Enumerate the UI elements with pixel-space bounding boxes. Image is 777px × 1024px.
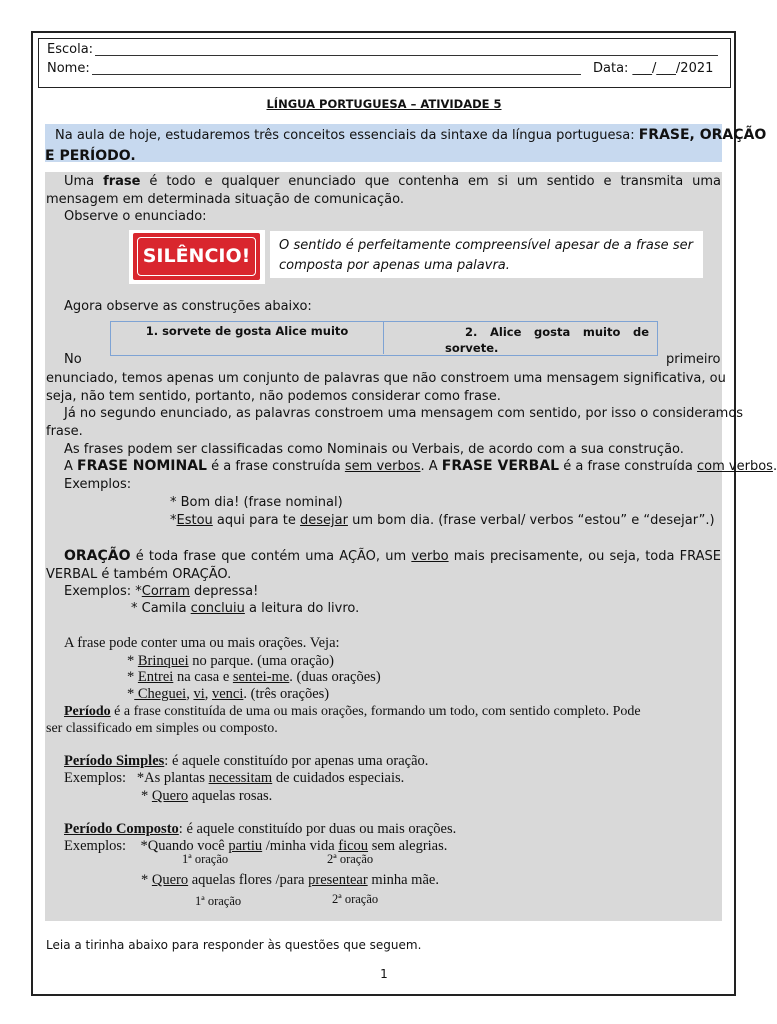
ex-quando-mid: /minha vida xyxy=(262,838,339,854)
example-brinquei xyxy=(127,653,334,670)
ex-quero1-post: aquelas rosas. xyxy=(188,788,273,804)
periodo-bold: Período xyxy=(64,704,111,719)
ex-entrei-mid: na casa e xyxy=(173,669,233,685)
example-plantas xyxy=(64,770,404,787)
escola-field[interactable] xyxy=(95,55,718,56)
ex-desejar-word: desejar xyxy=(300,513,348,528)
example-entrei xyxy=(127,669,381,686)
periodo-simples-text: : é aquele constituído por apenas uma oração. xyxy=(164,753,429,769)
ex-cheguei-word: Cheguei xyxy=(134,686,187,702)
ex-corram-word: Corram xyxy=(141,584,190,599)
ex-necessitam-word: necessitam xyxy=(208,770,273,786)
oracao-label-2b: 2ª oração xyxy=(332,892,379,906)
no-word: No xyxy=(64,352,82,367)
periodo-composto-line xyxy=(64,821,456,838)
com-verbos: com verbos xyxy=(697,459,773,474)
nominal-t1: é a frase construída xyxy=(206,459,345,474)
example-estou xyxy=(170,512,715,529)
example-cheguei xyxy=(127,686,329,703)
ex-estou-star: * xyxy=(170,513,177,528)
ex-brinquei-word: Brinquei xyxy=(137,653,189,669)
oracao-line-1 xyxy=(64,547,721,566)
ex-plantas-post: de cuidados especiais. xyxy=(272,770,405,786)
table-cell-2-line-1: 2. Alice gosta muito de xyxy=(465,325,649,339)
periodo-line-2: ser classificado em simples ou composto. xyxy=(46,721,278,736)
table-cell-1: 1. sorvete de gosta Alice muito xyxy=(111,322,384,354)
ex-estou-word: Estou xyxy=(176,513,213,528)
example-quando xyxy=(64,838,447,855)
example-bom-dia: * Bom dia! (frase nominal) xyxy=(170,495,343,510)
ex-brinquei-post: no parque. (uma oração) xyxy=(188,653,334,669)
agora-text: Agora observe as construções abaixo: xyxy=(64,299,312,314)
escola-label: Escola: xyxy=(47,42,94,57)
ex-quero2-word: Quero xyxy=(151,872,189,888)
no-primeiro-line-2: enunciado, temos apenas um conjunto de palavras que não constroem uma mensagem significativa, ou xyxy=(46,371,726,386)
intro-line-2 xyxy=(45,146,722,167)
periodo-composto-text: : é aquele constituído por duas ou mais orações. xyxy=(178,821,457,837)
intro-bold-1: FRASE, ORAÇÃO xyxy=(638,127,767,143)
page-title: LÍNGUA PORTUGUESA – ATIVIDADE 5 xyxy=(266,97,502,111)
periodo-simples-line xyxy=(64,753,428,770)
exemplos-label-1: Exemplos: xyxy=(64,477,132,492)
frase-pode-text: A frase pode conter uma ou mais orações. Veja: xyxy=(64,635,340,651)
frase-def-bold: frase xyxy=(103,174,141,189)
ex-estou-t1: aqui para te xyxy=(212,513,301,528)
periodo-t1: é a frase constituída de uma ou mais orações, formando um todo, com sentido completo. Pode xyxy=(110,704,641,719)
oracao-t2: mais precisamente, ou seja, toda FRASE xyxy=(448,549,721,564)
ex-camila-pre: * Camila xyxy=(131,601,191,616)
ex-plantas-pre: Exemplos: *As plantas xyxy=(64,770,209,786)
ex-corram-post: depressa! xyxy=(189,584,259,599)
intro-line-1 xyxy=(45,125,767,146)
nominal-t2: . A xyxy=(420,459,442,474)
oracao-label-1a: 1ª oração xyxy=(182,852,229,866)
intro-text: Na aula de hoje, estudaremos três conceitos essenciais da sintaxe da língua portuguesa: xyxy=(55,128,639,143)
example-quero-rosas xyxy=(141,788,272,805)
primeiro-word: primeiro xyxy=(666,352,721,367)
ex-cheguei-post: . (três orações) xyxy=(243,686,330,702)
periodo-line-1 xyxy=(64,703,641,720)
observe-text: Observe o enunciado: xyxy=(64,209,207,224)
sign-text: SILÊNCIO! xyxy=(137,237,256,276)
ex-quero1-pre: * xyxy=(141,788,152,804)
examples-table xyxy=(110,321,658,356)
ja-segundo-line-1: Já no segundo enunciado, as palavras constroem uma mensagem com sentido, por isso o consideramos xyxy=(64,406,744,421)
frase-def-pre: Uma xyxy=(64,174,104,189)
example-quero-flores xyxy=(141,872,439,889)
example-camila xyxy=(131,600,359,617)
nominal-verbal-line xyxy=(64,458,777,475)
page-number: 1 xyxy=(380,967,388,981)
nome-label: Nome: xyxy=(47,61,90,76)
periodo-simples-label: Período Simples xyxy=(64,753,165,769)
frase-nominal-bold: FRASE NOMINAL xyxy=(77,458,207,474)
nominal-t4: . xyxy=(772,459,777,474)
ex-quando-pre: Exemplos: *Quando você xyxy=(64,838,229,854)
periodo-composto-label: Período Composto xyxy=(64,821,179,837)
ex-cheguei-pre: * xyxy=(127,686,135,702)
ex-venci-word: venci xyxy=(211,686,244,702)
oracao-line-2: VERBAL é também ORAÇÃO. xyxy=(46,567,232,582)
frase-verbal-bold: FRASE VERBAL xyxy=(441,458,560,474)
frase-def-line-1 xyxy=(46,173,721,191)
oracao-verbo: verbo xyxy=(411,549,449,564)
ex-entrei-post: . (duas orações) xyxy=(289,669,381,685)
table-cell-2 xyxy=(385,322,655,354)
ex-camila-post: a leitura do livro. xyxy=(244,601,360,616)
ex-corram-pre: Exemplos: * xyxy=(64,584,142,599)
ex-quero2-mid: aquelas flores /para xyxy=(188,872,309,888)
ex-vi-word: vi xyxy=(193,686,205,702)
classificadas-text: As frases podem ser classificadas como Nominais ou Verbais, de acordo com a sua construção. xyxy=(64,442,684,457)
ex-cheguei-c2: , xyxy=(204,686,212,702)
footer-instruction: Leia a tirinha abaixo para responder às questões que seguem. xyxy=(46,938,422,952)
ex-quero2-post: minha mãe. xyxy=(367,872,439,888)
sem-verbos: sem verbos xyxy=(344,459,421,474)
nominal-a: A xyxy=(64,459,78,474)
oracao-bold: ORAÇÃO xyxy=(64,548,131,564)
silencio-sign-image xyxy=(129,230,265,284)
intro-box xyxy=(45,124,767,164)
ex-concluiu-word: concluiu xyxy=(190,601,245,616)
ex-entrei-pre: * xyxy=(127,669,138,685)
ex-entrei-word: Entrei xyxy=(137,669,174,685)
oracao-t1: é toda frase que contém uma AÇÃO, um xyxy=(130,549,412,564)
ex-brinquei-pre: * xyxy=(127,653,138,669)
nominal-t3: é a frase construída xyxy=(559,459,698,474)
intro-bold-2: E PERÍODO. xyxy=(45,148,136,164)
frase-def-rest: é todo e qualquer enunciado que contenha em si um sentido e transmita uma xyxy=(140,174,722,189)
sentido-box: O sentido é perfeitamente compreensível apesar de a frase ser composta por apenas uma palavra. xyxy=(270,231,703,278)
ex-sentei-word: sentei-me xyxy=(232,669,290,685)
oracao-label-1b: 2ª oração xyxy=(327,852,374,866)
ex-presentear-word: presentear xyxy=(308,872,368,888)
ex-partiu-word: partiu xyxy=(228,838,263,854)
data-label: Data: ___/___/2021 xyxy=(593,61,714,76)
example-corram xyxy=(64,583,258,600)
ex-quero1-word: Quero xyxy=(151,788,189,804)
ex-estou-t2: um bom dia. (frase verbal/ verbos “estou” e “desejar”.) xyxy=(347,513,715,528)
ex-cheguei-c1: , xyxy=(186,686,194,702)
ex-quero2-pre: * xyxy=(141,872,152,888)
no-primeiro-line-3: seja, não tem sentido, portanto, não podemos considerar como frase. xyxy=(46,389,501,404)
ex-quando-post: sem alegrias. xyxy=(368,838,448,854)
header-box xyxy=(38,38,731,88)
oracao-label-2a: 1ª oração xyxy=(195,894,242,908)
ex-ficou-word: ficou xyxy=(338,838,369,854)
nome-field[interactable] xyxy=(92,74,581,75)
table-cell-2-line-2: sorvete. xyxy=(445,341,499,355)
ja-segundo-line-2: frase. xyxy=(46,424,83,439)
frase-def-line-2: mensagem em determinada situação de comunicação. xyxy=(46,192,404,207)
